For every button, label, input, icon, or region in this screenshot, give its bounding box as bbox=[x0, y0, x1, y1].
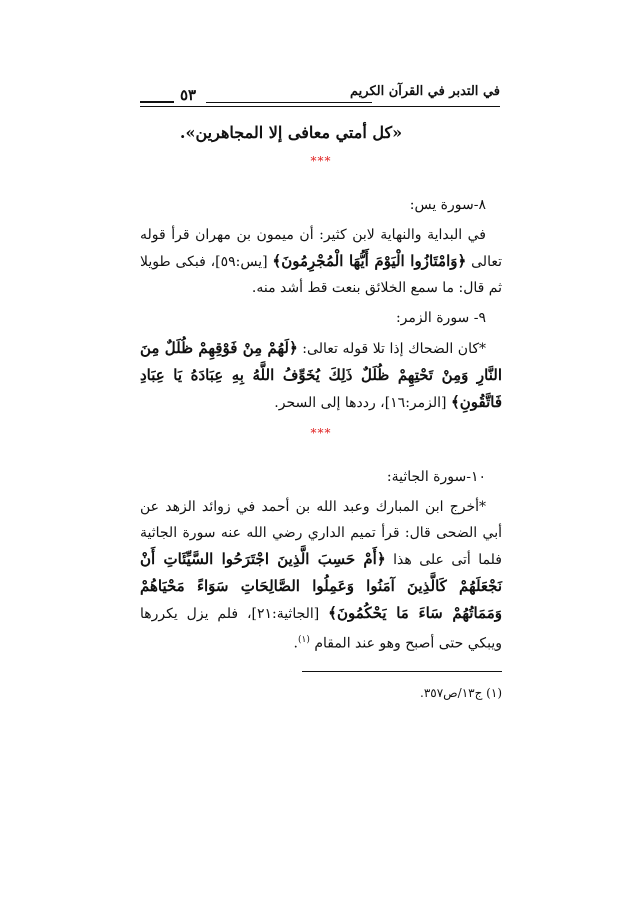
paragraph-text: [يس:٥٩]، فبكى طويلا ثم قال: ما سمع الخلائق بنعت قط أشد منه. bbox=[140, 254, 502, 296]
section-separator: *** bbox=[310, 154, 332, 168]
running-header bbox=[140, 84, 500, 108]
quran-verse: ﴿أَمْ حَسِبَ الَّذِينَ اجْتَرَحُوا السَّيِّئَاتِ أَنْ نَجْعَلَهُمْ كَالَّذِينَ آمَنُوا وَعَمِلُوا الصَّالِحَاتِ سَوَاءً مَحْيَاهُمْ وَمَمَاتُهُمْ سَاءَ مَا يَحْكُمُونَ﴾ bbox=[140, 550, 502, 622]
running-title: في التدبر في القرآن الكريم bbox=[350, 84, 500, 99]
footnote-text: (١) ج١٣/ص٣٥٧. bbox=[419, 685, 502, 700]
section-heading-yasin: ٨-سورة يس: bbox=[409, 197, 486, 213]
footnote-divider bbox=[302, 671, 502, 672]
section-paragraph-zumar bbox=[140, 335, 502, 416]
paragraph-text: *كان الضحاك إذا تلا قوله تعالى: bbox=[297, 341, 486, 357]
section-paragraph-jathiya: *أخرج ابن المبارك وعبد الله بن أحمد في زوائد الزهد عن أبي الضحى قال: قرأ تميم الداري رضي الله عنه سورة الجاثية فلما أتى على هذا ﴿أَمْ حَسِبَ الَّذِينَ اجْتَرَحُوا السَّيِّئَاتِ أَنْ نَجْعَلَهُمْ كَالَّذِينَ آمَنُوا وَعَمِلُوا الصَّالِحَاتِ سَوَاءً مَحْيَاهُمْ وَمَمَاتُهُمْ سَاءَ مَا يَحْكُمُونَ﴾ [الجاثية:٢١]، فلم يزل يكررها ويبكي حتى أصبح وهو عند المقام $^{(١)}$. bbox=[140, 499, 502, 652]
quran-verse: ﴿وَامْتَازُوا الْيَوْمَ أَيُّهَا الْمُجْرِمُونَ﴾ bbox=[272, 252, 467, 270]
page-number-rule bbox=[140, 101, 174, 103]
opening-quote: «كل أمتي معافى إلا المجاهرين». bbox=[179, 123, 403, 142]
section-separator-2: *** bbox=[310, 426, 332, 440]
quran-verse: ﴿لَهُمْ مِنْ فَوْقِهِمْ ظُلَلٌ مِنَ النَّارِ وَمِنْ تَحْتِهِمْ ظُلَلٌ ذَلِكَ يُخَوِّفُ اللَّهُ بِهِ عِبَادَهُ يَا عِبَادِ فَاتَّقُونِ﴾ bbox=[140, 339, 502, 411]
paragraph-text: *أخرج ابن المبارك وعبد الله بن أحمد في زوائد الزهد عن أبي الضحى قال: قرأ تميم الداري رضي الله عنه سورة الجاثية فلما أتى على هذا bbox=[140, 499, 502, 568]
section-heading-jathiya: ١٠-سورة الجاثية: bbox=[386, 469, 486, 485]
paragraph-text: في البداية والنهاية لابن كثير: أن ميمون بن مهران قرأ قوله تعالى bbox=[140, 227, 502, 270]
paragraph-text: [الزمر:١٦]، رددها إلى السحر. bbox=[274, 395, 451, 411]
page-number: ٥٣ bbox=[180, 86, 197, 104]
footnote-marker[interactable]: (١) bbox=[297, 635, 310, 645]
header-rule bbox=[206, 102, 372, 103]
section-paragraph-yasin bbox=[140, 222, 502, 301]
paragraph-text: [الجاثية:٢١]، فلم يزل يكررها ويبكي حتى أصبح وهو عند المقام bbox=[140, 606, 502, 652]
section-heading-zumar: ٩- سورة الزمر: bbox=[395, 310, 486, 326]
header-underline bbox=[140, 106, 500, 107]
page-body bbox=[140, 118, 502, 706]
